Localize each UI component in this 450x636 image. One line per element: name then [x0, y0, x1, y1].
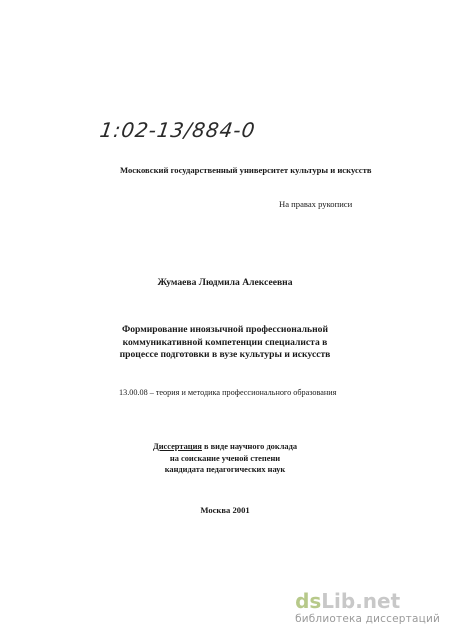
specialty-code: 13.00.08 – теория и методика профессионального образования — [119, 388, 337, 397]
watermark-logo-ds: ds — [295, 589, 322, 613]
watermark-logo — [295, 591, 440, 611]
dissertation-word: Диссертация — [152, 442, 202, 451]
city-year: Москва 2001 — [200, 505, 250, 515]
watermark — [295, 591, 440, 625]
dissertation-line-rest: в виде научного доклада — [201, 442, 298, 451]
dissertation-title — [0, 324, 450, 362]
title-line: Формирование иноязычной профессиональной — [122, 324, 328, 335]
watermark-logo-lib: Lib.net — [321, 589, 401, 613]
author-name: Жумаева Людмила Алексеевна — [157, 277, 293, 288]
dissertation-line: на соискание ученой степени — [169, 453, 281, 463]
dissertation-line — [0, 441, 450, 453]
watermark-caption: библиотека диссертаций — [295, 613, 440, 625]
handwritten-code: 1:02-13/884-0 — [98, 118, 258, 142]
title-line: коммуникативной компетенции специалиста в — [122, 336, 328, 348]
university-name: Московский государственный университет культуры и искусств — [120, 165, 372, 175]
title-line: процессе подготовки в вузе культуры и искусств — [119, 349, 331, 360]
dissertation-line: кандидата педагогических наук — [164, 465, 286, 474]
manuscript-note: На правах рукописи — [279, 199, 353, 209]
dissertation-type — [0, 441, 450, 476]
